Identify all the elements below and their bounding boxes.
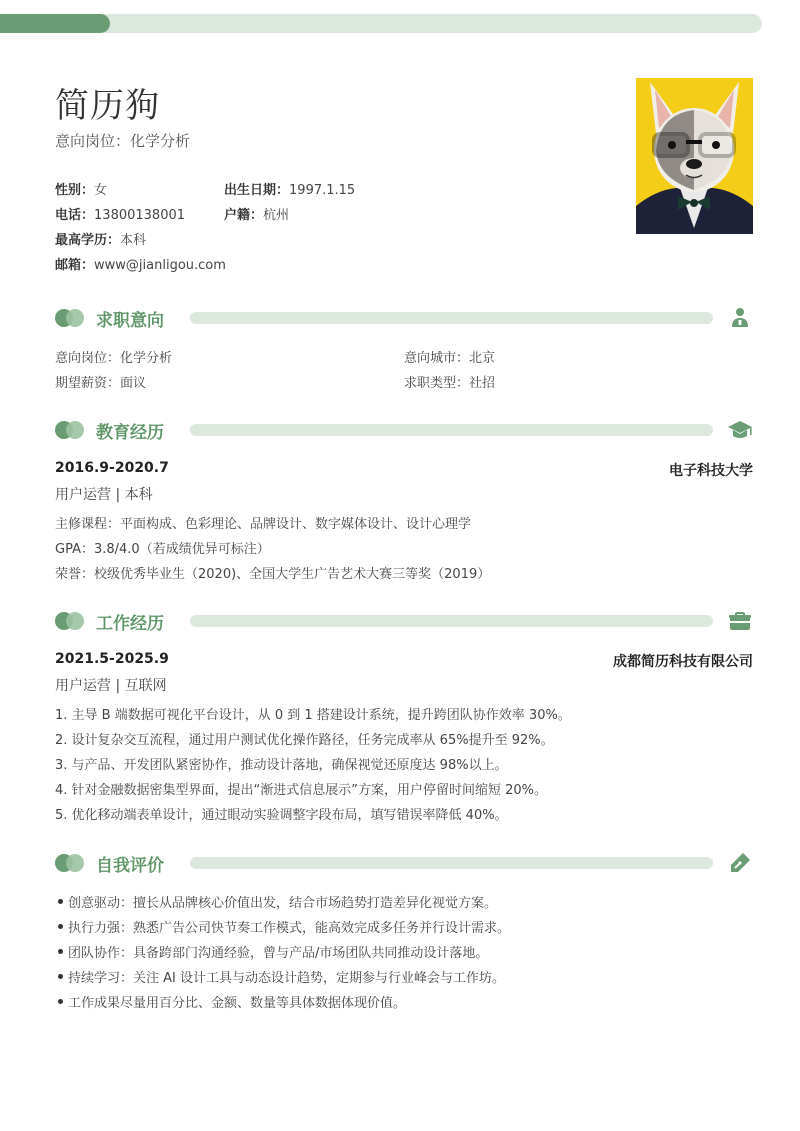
edu-line: 荣誉：校级优秀毕业生（2020)、全国大学生广告艺术大赛三等奖（2019）: [55, 567, 491, 582]
pen-icon: [727, 850, 753, 876]
section-work: [55, 607, 753, 635]
top-decor-accent: [0, 14, 110, 33]
job-salary: 期望薪资：面议: [55, 376, 147, 391]
work-item: 4. 针对金融数据密集型界面，提出“渐进式信息展示”方案，用户停留时间缩短 20%。: [55, 783, 548, 798]
section-divider: [190, 615, 713, 627]
person-icon: [727, 305, 753, 331]
bullet-dot: [58, 999, 63, 1004]
education-info: 最高学历：本科: [55, 233, 147, 248]
job-type: 求职类型：社招: [404, 376, 496, 391]
section-self-eval: [55, 849, 753, 877]
phone-info: 电话：13800138001: [55, 208, 186, 223]
section-job-intent: [55, 304, 753, 332]
bullet-dot: [58, 974, 63, 979]
section-title: 自我评价: [96, 856, 164, 876]
edu-line: GPA：3.8/4.0（若成绩优异可标注）: [55, 542, 270, 557]
section-dots-decor: [55, 854, 85, 872]
section-dots-decor: [55, 612, 85, 630]
profile-photo: [636, 78, 753, 234]
gender-info: 性别：女: [55, 183, 108, 198]
section-dots-decor: [55, 309, 85, 327]
edu-date: 2016.9-2020.7: [55, 460, 169, 476]
work-item: 5. 优化移动端表单设计，通过眼动实验调整字段布局，填写错误率降低 40%。: [55, 808, 508, 823]
section-divider: [190, 857, 713, 869]
section-education: [55, 416, 753, 444]
work-date: 2021.5-2025.9: [55, 651, 169, 667]
top-decor-bar: [0, 14, 762, 33]
email-info: 邮箱：www@jianligou.com: [55, 258, 226, 273]
section-title: 工作经历: [96, 614, 164, 634]
section-divider: [190, 312, 713, 324]
briefcase-icon: [727, 608, 753, 634]
self-eval-item: 执行力强：熟悉广告公司快节奏工作模式，能高效完成多任务并行设计需求。: [68, 921, 511, 936]
section-dots-decor: [55, 421, 85, 439]
bullet-dot: [58, 949, 63, 954]
job-position: 意向岗位：化学分析: [55, 351, 173, 366]
hukou-info: 户籍：杭州: [224, 208, 290, 223]
birth-info: 出生日期：1997.1.15: [224, 183, 356, 198]
self-eval-item: 工作成果尽量用百分比、金额、数量等具体数据体现价值。: [68, 996, 407, 1011]
edu-line: 主修课程：平面构成、色彩理论、品牌设计、数字媒体设计、设计心理学: [55, 517, 472, 532]
work-item: 3. 与产品、开发团队紧密协作，推动设计落地，确保视觉还原度达 98%以上。: [55, 758, 508, 773]
self-eval-item: 持续学习：关注 AI 设计工具与动态设计趋势，定期参与行业峰会与工作坊。: [68, 971, 505, 986]
work-item: 1. 主导 B 端数据可视化平台设计，从 0 到 1 搭建设计系统，提升跨团队协作效率 30%。: [55, 708, 571, 723]
section-divider: [190, 424, 713, 436]
header-intent: 意向岗位：化学分析: [55, 132, 191, 150]
self-eval-item: 团队协作：具备跨部门沟通经验，曾与产品/市场团队共同推动设计落地。: [68, 946, 489, 961]
bullet-dot: [58, 899, 63, 904]
work-item: 2. 设计复杂交互流程，通过用户测试优化操作路径，任务完成率从 65%提升至 92%。: [55, 733, 554, 748]
job-city: 意向城市：北京: [404, 351, 496, 366]
bullet-dot: [58, 924, 63, 929]
work-role: 用户运营 | 互联网: [55, 678, 167, 694]
edu-school: 电子科技大学: [669, 463, 753, 479]
self-eval-item: 创意驱动：擅长从品牌核心价值出发，结合市场趋势打造差异化视觉方案。: [68, 896, 498, 911]
edu-major: 用户运营 | 本科: [55, 487, 153, 503]
section-title: 求职意向: [96, 311, 164, 331]
graduation-cap-icon: [727, 417, 753, 443]
section-title: 教育经历: [96, 423, 164, 443]
work-company: 成都简历科技有限公司: [613, 654, 753, 670]
candidate-name: 简历狗: [55, 86, 160, 126]
